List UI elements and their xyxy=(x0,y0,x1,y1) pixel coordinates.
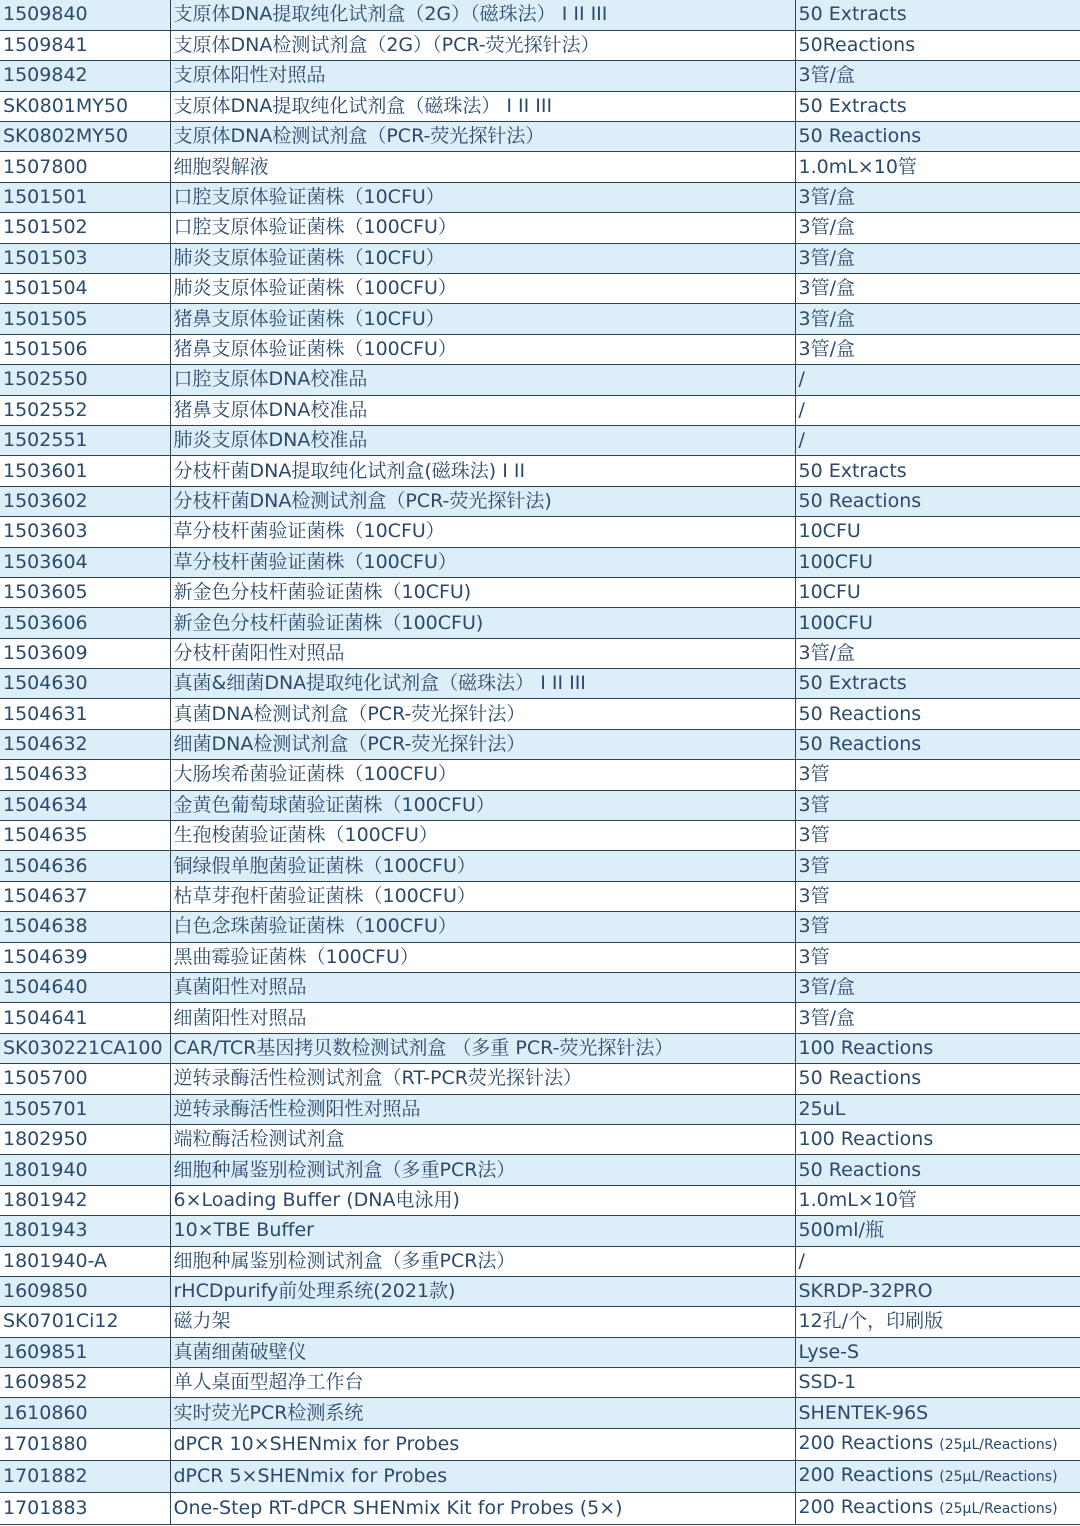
product-spec-cell xyxy=(795,517,1080,547)
product-spec-cell xyxy=(795,395,1080,425)
table-row xyxy=(0,365,1080,395)
product-code-cell: 1509840 xyxy=(0,0,170,30)
product-name-cell: 口腔支原体验证菌株（10CFU） xyxy=(170,182,795,212)
product-spec-cell xyxy=(795,1368,1080,1398)
product-code-cell: 1507800 xyxy=(0,152,170,182)
product-code-cell: 1504639 xyxy=(0,942,170,972)
product-spec-cell xyxy=(795,577,1080,607)
product-code-cell: 1801943 xyxy=(0,1216,170,1246)
product-spec-cell xyxy=(795,638,1080,668)
product-spec-cell xyxy=(795,1460,1080,1492)
product-spec-cell xyxy=(795,1398,1080,1428)
product-name-cell: 新金色分枝杆菌验证菌株（10CFU) xyxy=(170,577,795,607)
spec-value: SSD-1 xyxy=(798,1371,857,1394)
table-row xyxy=(0,699,1080,729)
spec-value: 50 Extracts xyxy=(798,94,907,117)
product-spec-cell xyxy=(795,1155,1080,1185)
product-spec-cell xyxy=(795,1124,1080,1154)
product-code-cell: 1504632 xyxy=(0,729,170,759)
product-name-cell: 口腔支原体DNA校准品 xyxy=(170,365,795,395)
product-name-cell: 支原体DNA检测试剂盒（PCR-荧光探针法） xyxy=(170,122,795,152)
product-code-cell: SK030221CA100 xyxy=(0,1033,170,1063)
table-row xyxy=(0,152,1080,182)
product-name-cell: 草分枝杆菌验证菌株（100CFU） xyxy=(170,547,795,577)
product-name-cell: 实时荧光PCR检测系统 xyxy=(170,1398,795,1428)
table-row xyxy=(0,1155,1080,1185)
product-name-cell: 支原体阳性对照品 xyxy=(170,61,795,91)
spec-value: 50 Extracts xyxy=(798,459,907,482)
product-code-cell: 1505701 xyxy=(0,1094,170,1124)
product-name-cell: 生孢梭菌验证菌株（100CFU） xyxy=(170,821,795,851)
product-name-cell: 肺炎支原体验证菌株（100CFU） xyxy=(170,274,795,304)
product-code-cell: 1801940 xyxy=(0,1155,170,1185)
table-row xyxy=(0,1368,1080,1398)
product-spec-cell xyxy=(795,881,1080,911)
product-spec-cell xyxy=(795,425,1080,455)
product-name-cell: 猪鼻支原体验证菌株（10CFU） xyxy=(170,304,795,334)
spec-value: 50 Extracts xyxy=(798,672,907,695)
table-row xyxy=(0,1216,1080,1246)
table-row xyxy=(0,1124,1080,1154)
product-code-cell: SK0802MY50 xyxy=(0,122,170,152)
product-name-cell: 猪鼻支原体DNA校准品 xyxy=(170,395,795,425)
spec-value: 50Reactions xyxy=(798,34,916,57)
spec-value: 3管/盒 xyxy=(798,976,855,999)
spec-value: 3管/盒 xyxy=(798,641,855,664)
table-row xyxy=(0,122,1080,152)
spec-value: 50 Extracts xyxy=(798,3,907,26)
product-code-cell: 1609851 xyxy=(0,1337,170,1367)
table-row xyxy=(0,547,1080,577)
product-name-cell: 10×TBE Buffer xyxy=(170,1216,795,1246)
product-spec-cell xyxy=(795,547,1080,577)
product-code-cell: 1503601 xyxy=(0,456,170,486)
product-code-cell: 1503605 xyxy=(0,577,170,607)
product-name-cell: 金黄色葡萄球菌验证菌株（100CFU） xyxy=(170,790,795,820)
spec-value: 3管 xyxy=(798,915,830,938)
product-name-cell: dPCR 10×SHENmix for Probes xyxy=(170,1428,795,1460)
product-code-cell: 1502550 xyxy=(0,365,170,395)
product-name-cell: 肺炎支原体DNA校准品 xyxy=(170,425,795,455)
product-code-cell: 1501502 xyxy=(0,213,170,243)
table-row xyxy=(0,942,1080,972)
table-row xyxy=(0,912,1080,942)
product-name-cell: 真菌&细菌DNA提取纯化试剂盒（磁珠法） I II III xyxy=(170,669,795,699)
product-name-cell: 分枝杆菌阳性对照品 xyxy=(170,638,795,668)
product-code-cell: 1505700 xyxy=(0,1064,170,1094)
table-row xyxy=(0,1003,1080,1033)
spec-value: 1.0mL×10管 xyxy=(798,155,917,178)
spec-value: 3管/盒 xyxy=(798,1006,855,1029)
product-code-cell: 1501504 xyxy=(0,274,170,304)
product-spec-cell xyxy=(795,1246,1080,1276)
spec-value: 50 Reactions xyxy=(798,125,922,148)
product-name-cell: 真菌细菌破壁仪 xyxy=(170,1337,795,1367)
product-code-cell: 1501501 xyxy=(0,182,170,212)
product-code-cell: 1501506 xyxy=(0,334,170,364)
spec-note: (25μL/Reactions) xyxy=(939,1500,1058,1517)
product-name-cell: 支原体DNA检测试剂盒（2G）（PCR-荧光探针法） xyxy=(170,30,795,60)
spec-value: 3管 xyxy=(798,885,830,908)
table-row xyxy=(0,274,1080,304)
spec-value: SKRDP-32PRO xyxy=(798,1280,933,1303)
product-name-cell: 铜绿假单胞菌验证菌株（100CFU） xyxy=(170,851,795,881)
product-name-cell: CAR/TCR基因拷贝数检测试剂盒 （多重 PCR-荧光探针法） xyxy=(170,1033,795,1063)
product-spec-cell xyxy=(795,973,1080,1003)
product-spec-cell xyxy=(795,942,1080,972)
product-name-cell: 大肠埃希菌验证菌株（100CFU） xyxy=(170,760,795,790)
product-code-cell: 1701883 xyxy=(0,1492,170,1524)
table-row xyxy=(0,30,1080,60)
product-spec-cell xyxy=(795,699,1080,729)
spec-value: 100 Reactions xyxy=(798,1036,934,1059)
table-row xyxy=(0,425,1080,455)
table-row xyxy=(0,1246,1080,1276)
product-code-cell: 1503602 xyxy=(0,486,170,516)
product-code-cell: 1609850 xyxy=(0,1276,170,1306)
product-name-cell: 支原体DNA提取纯化试剂盒（2G）（磁珠法） I II III xyxy=(170,0,795,30)
product-spec-cell xyxy=(795,456,1080,486)
spec-value: 3管/盒 xyxy=(798,216,855,239)
product-spec-cell xyxy=(795,30,1080,60)
table-row xyxy=(0,1337,1080,1367)
product-code-cell: SK0701Ci12 xyxy=(0,1307,170,1337)
product-spec-cell xyxy=(795,274,1080,304)
spec-value: 500ml/瓶 xyxy=(798,1219,884,1242)
spec-value: 50 Reactions xyxy=(798,702,922,725)
product-code-cell: 1801940-A xyxy=(0,1246,170,1276)
product-spec-cell xyxy=(795,1003,1080,1033)
product-name-cell: 分枝杆菌DNA检测试剂盒（PCR-荧光探针法) xyxy=(170,486,795,516)
product-name-cell: 草分枝杆菌验证菌株（10CFU） xyxy=(170,517,795,547)
product-name-cell: 真菌阳性对照品 xyxy=(170,973,795,1003)
product-code-cell: 1504631 xyxy=(0,699,170,729)
product-spec-cell xyxy=(795,1276,1080,1306)
table-row xyxy=(0,1398,1080,1428)
table-row xyxy=(0,1094,1080,1124)
product-code-cell: 1504635 xyxy=(0,821,170,851)
table-row xyxy=(0,213,1080,243)
product-spec-cell xyxy=(795,486,1080,516)
table-row xyxy=(0,243,1080,273)
table-row xyxy=(0,517,1080,547)
product-code-cell: 1503603 xyxy=(0,517,170,547)
spec-value: 12孔/个，印刷版 xyxy=(798,1310,944,1333)
product-name-cell: 细菌DNA检测试剂盒（PCR-荧光探针法） xyxy=(170,729,795,759)
table-row xyxy=(0,182,1080,212)
product-code-cell: 1610860 xyxy=(0,1398,170,1428)
spec-value: 100 Reactions xyxy=(798,1128,934,1151)
spec-value: Lyse-S xyxy=(798,1340,860,1363)
product-name-cell: 细胞种属鉴别检测试剂盒（多重PCR法） xyxy=(170,1155,795,1185)
product-spec-cell xyxy=(795,669,1080,699)
product-name-cell: dPCR 5×SHENmix for Probes xyxy=(170,1460,795,1492)
table-row xyxy=(0,1064,1080,1094)
spec-value: 3管/盒 xyxy=(798,186,855,209)
product-code-cell: 1504630 xyxy=(0,669,170,699)
table-row xyxy=(0,1276,1080,1306)
product-spec-cell xyxy=(795,851,1080,881)
product-code-cell: 1501503 xyxy=(0,243,170,273)
product-spec-cell xyxy=(795,365,1080,395)
product-name-cell: 黑曲霉验证菌株（100CFU） xyxy=(170,942,795,972)
table-row xyxy=(0,456,1080,486)
spec-value: / xyxy=(798,1249,805,1272)
spec-value: 3管/盒 xyxy=(798,277,855,300)
spec-value: 50 Reactions xyxy=(798,1158,922,1181)
product-spec-cell xyxy=(795,821,1080,851)
table-row xyxy=(0,973,1080,1003)
product-name-cell: 逆转录酶活性检测试剂盒（RT-PCR荧光探针法） xyxy=(170,1064,795,1094)
product-name-cell: 6×Loading Buffer (DNA电泳用) xyxy=(170,1185,795,1215)
table-row xyxy=(0,821,1080,851)
product-code-cell: 1801942 xyxy=(0,1185,170,1215)
spec-value: 3管 xyxy=(798,824,830,847)
spec-value: 3管 xyxy=(798,854,830,877)
product-spec-cell xyxy=(795,1064,1080,1094)
spec-value: 3管 xyxy=(798,763,830,786)
product-code-cell: 1609852 xyxy=(0,1368,170,1398)
product-spec-cell xyxy=(795,243,1080,273)
product-code-cell: 1509842 xyxy=(0,61,170,91)
product-name-cell: 细菌阳性对照品 xyxy=(170,1003,795,1033)
spec-value: 3管 xyxy=(798,945,830,968)
spec-value: 3管/盒 xyxy=(798,307,855,330)
product-name-cell: 枯草芽孢杆菌验证菌株（100CFU） xyxy=(170,881,795,911)
table-row xyxy=(0,790,1080,820)
product-code-cell: 1701880 xyxy=(0,1428,170,1460)
product-name-cell: 支原体DNA提取纯化试剂盒（磁珠法） I II III xyxy=(170,91,795,121)
table-row xyxy=(0,304,1080,334)
product-code-cell: 1503606 xyxy=(0,608,170,638)
product-code-cell: 1504640 xyxy=(0,973,170,1003)
product-code-cell: 1802950 xyxy=(0,1124,170,1154)
spec-value: 50 Reactions xyxy=(798,489,922,512)
product-spec-cell xyxy=(795,608,1080,638)
product-spec-cell xyxy=(795,182,1080,212)
product-spec-cell xyxy=(795,1185,1080,1215)
product-name-cell: 端粒酶活检测试剂盒 xyxy=(170,1124,795,1154)
spec-value: 100CFU xyxy=(798,611,873,634)
product-spec-cell xyxy=(795,0,1080,30)
table-row xyxy=(0,1033,1080,1063)
spec-value: 10CFU xyxy=(798,581,861,604)
table-row xyxy=(0,0,1080,30)
spec-value: 200 Reactions xyxy=(798,1463,934,1486)
product-spec-cell xyxy=(795,912,1080,942)
product-spec-cell xyxy=(795,1492,1080,1524)
spec-note: (25μL/Reactions) xyxy=(939,1468,1058,1485)
table-row xyxy=(0,1185,1080,1215)
table-row xyxy=(0,334,1080,364)
table-row xyxy=(0,851,1080,881)
spec-value: / xyxy=(798,368,805,391)
product-name-cell: 细胞种属鉴别检测试剂盒（多重PCR法） xyxy=(170,1246,795,1276)
product-spec-cell xyxy=(795,1033,1080,1063)
product-spec-cell xyxy=(795,122,1080,152)
product-code-cell: 1503609 xyxy=(0,638,170,668)
spec-value: / xyxy=(798,398,805,421)
spec-value: 100CFU xyxy=(798,550,873,573)
product-code-cell: 1503604 xyxy=(0,547,170,577)
product-name-cell: 细胞裂解液 xyxy=(170,152,795,182)
spec-value: 200 Reactions xyxy=(798,1431,934,1454)
spec-value: 3管 xyxy=(798,793,830,816)
table-row xyxy=(0,91,1080,121)
table-row xyxy=(0,577,1080,607)
product-spec-cell xyxy=(795,152,1080,182)
product-spec-cell xyxy=(795,1307,1080,1337)
product-spec-cell xyxy=(795,61,1080,91)
product-code-cell: 1501505 xyxy=(0,304,170,334)
product-code-cell: 1504633 xyxy=(0,760,170,790)
product-code-cell: SK0801MY50 xyxy=(0,91,170,121)
product-code-cell: 1509841 xyxy=(0,30,170,60)
table-row xyxy=(0,1307,1080,1337)
product-name-cell: 磁力架 xyxy=(170,1307,795,1337)
product-code-cell: 1504641 xyxy=(0,1003,170,1033)
spec-value: 3管/盒 xyxy=(798,246,855,269)
spec-value: 10CFU xyxy=(798,520,861,543)
product-code-cell: 1502552 xyxy=(0,395,170,425)
table-row xyxy=(0,1492,1080,1524)
product-code-cell: 1504638 xyxy=(0,912,170,942)
product-name-cell: 新金色分枝杆菌验证菌株（100CFU) xyxy=(170,608,795,638)
product-name-cell: 单人桌面型超净工作台 xyxy=(170,1368,795,1398)
spec-value: 50 Reactions xyxy=(798,1067,922,1090)
table-row xyxy=(0,61,1080,91)
spec-value: 25uL xyxy=(798,1097,846,1120)
product-name-cell: 猪鼻支原体验证菌株（100CFU） xyxy=(170,334,795,364)
table-row xyxy=(0,729,1080,759)
table-row xyxy=(0,638,1080,668)
product-name-cell: 肺炎支原体验证菌株（10CFU） xyxy=(170,243,795,273)
product-code-cell: 1504634 xyxy=(0,790,170,820)
table-row xyxy=(0,760,1080,790)
product-spec-cell xyxy=(795,213,1080,243)
spec-value: 50 Reactions xyxy=(798,733,922,756)
spec-value: 3管/盒 xyxy=(798,337,855,360)
product-spec-cell xyxy=(795,334,1080,364)
table-row xyxy=(0,395,1080,425)
product-spec-cell xyxy=(795,1216,1080,1246)
spec-value: 200 Reactions xyxy=(798,1495,934,1518)
product-spec-cell xyxy=(795,1094,1080,1124)
product-name-cell: 真菌DNA检测试剂盒（PCR-荧光探针法） xyxy=(170,699,795,729)
product-name-cell: rHCDpurify前处理系统(2021款) xyxy=(170,1276,795,1306)
product-code-cell: 1504636 xyxy=(0,851,170,881)
product-spec-cell xyxy=(795,729,1080,759)
product-spec-cell xyxy=(795,760,1080,790)
product-name-cell: 分枝杆菌DNA提取纯化试剂盒(磁珠法) I II xyxy=(170,456,795,486)
product-spec-cell xyxy=(795,91,1080,121)
spec-note: (25μL/Reactions) xyxy=(939,1436,1058,1453)
product-name-cell: 口腔支原体验证菌株（100CFU） xyxy=(170,213,795,243)
spec-value: 1.0mL×10管 xyxy=(798,1188,917,1211)
product-code-cell: 1504637 xyxy=(0,881,170,911)
table-row xyxy=(0,1428,1080,1460)
table-row xyxy=(0,608,1080,638)
table-row xyxy=(0,1460,1080,1492)
table-row xyxy=(0,486,1080,516)
product-code-cell: 1701882 xyxy=(0,1460,170,1492)
spec-value: SHENTEK-96S xyxy=(798,1401,929,1424)
product-spec-cell xyxy=(795,1337,1080,1367)
product-spec-cell xyxy=(795,304,1080,334)
spec-value: / xyxy=(798,429,805,452)
product-code-cell: 1502551 xyxy=(0,425,170,455)
table-row xyxy=(0,881,1080,911)
spec-value: 3管/盒 xyxy=(798,64,855,87)
table-row xyxy=(0,669,1080,699)
product-name-cell: One-Step RT-dPCR SHENmix Kit for Probes (5×) xyxy=(170,1492,795,1524)
product-name-cell: 白色念珠菌验证菌株（100CFU） xyxy=(170,912,795,942)
product-name-cell: 逆转录酶活性检测阳性对照品 xyxy=(170,1094,795,1124)
product-spec-cell xyxy=(795,1428,1080,1460)
product-spec-cell xyxy=(795,790,1080,820)
